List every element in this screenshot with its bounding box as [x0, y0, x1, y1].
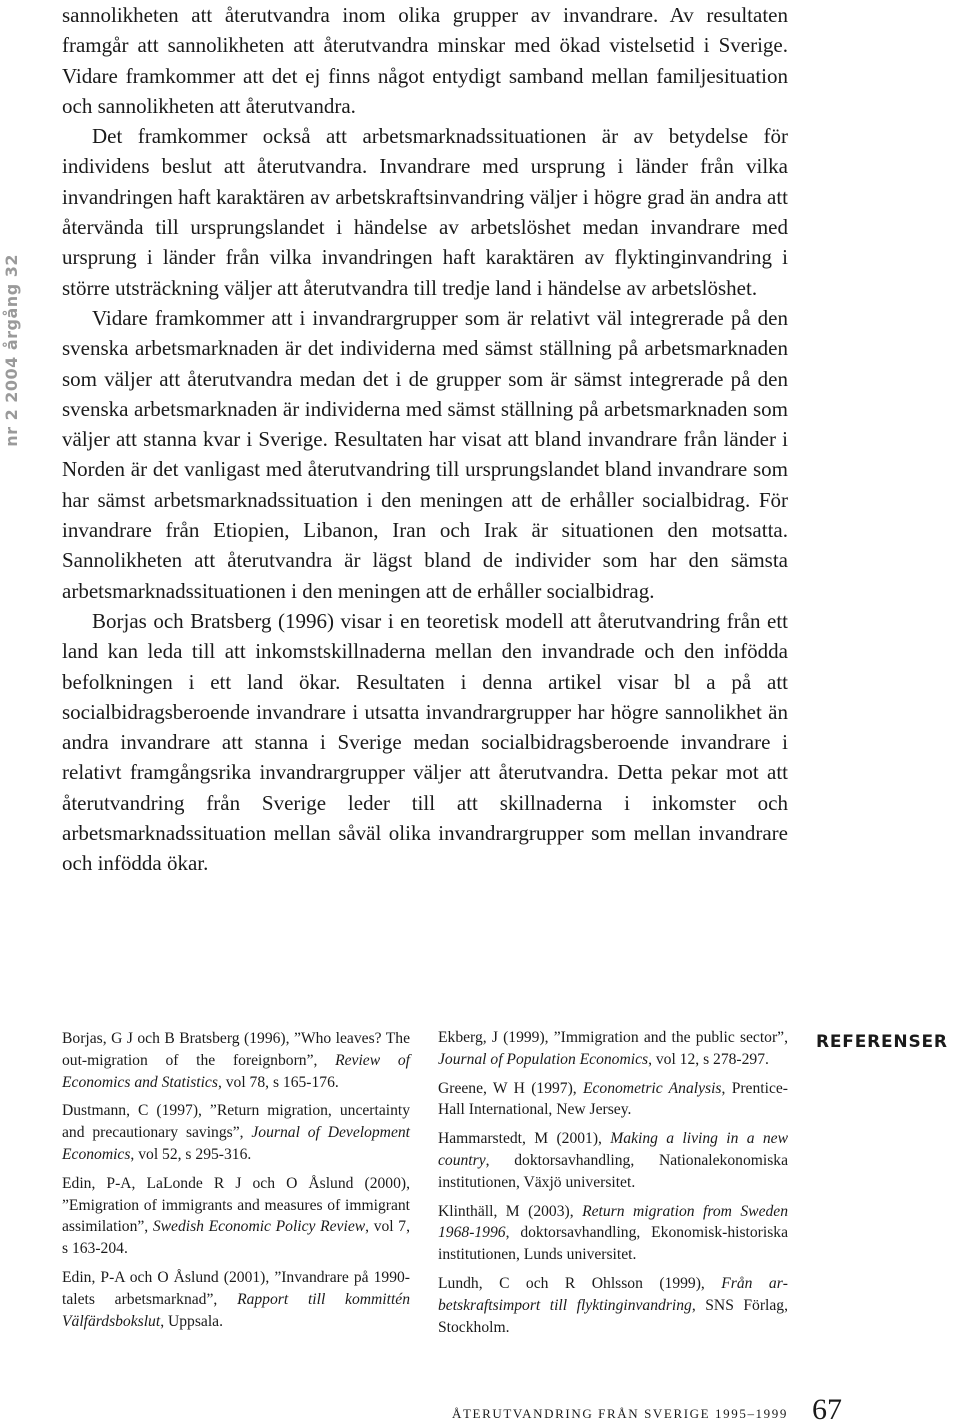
- reference-entry: Hammarstedt, M (2001), Making a living in a new country, doktorsavhandling, Nationalekonomiska institutionen, Växjö universitet.: [438, 1130, 788, 1191]
- article-body: [62, 0, 788, 879]
- paragraph: Vidare framkommer att i invandrargrupper som är relativt väl integrerade på den svenska arbetsmarknaden är det individerna med sämst ställning på arbetsmarknaden som väljer att återutvandra medan det i de grupper som är sämst integrerade på den svenska arbetsmarknaden är individerna med sämst ställning på arbetsmarknaden som väljer att stanna kvar i Sverige. Resultaten har visat att bland invandrare från länder i Norden är det vanligast med återutvandring till ursprungslandet bland invandrare som har sämst arbetsmarknadssituation i den meningen att de erhåller socialbidrag. För invandrare från Etiopien, Libanon, Iran och Irak är situationen den motsatta. Sannolikheten att återutvandra är lägst bland de individer som har den sämsta arbetsmarknadssituationen i den meningen att de erhåller socialbidrag.: [62, 305, 788, 603]
- reference-entry: Borjas, G J och B Bratsberg (1996), ”Who leaves? The out-migration of the foreignborn”, Review of Economics and Statistics, vol 78, s 165-176.: [62, 1030, 410, 1091]
- references-heading: REFERENSER: [816, 1032, 948, 1052]
- running-title: ÅTERUTVANDRING FRÅN SVERIGE 1995–1999: [452, 1406, 788, 1421]
- reference-entry: Dustmann, C (1997), ”Return migration, uncertainty and precautionary savings”, Journal of Development Economics, vol 52, s 295-316.: [62, 1102, 410, 1163]
- references-left-column: [62, 1028, 410, 1339]
- reference-entry: Lundh, C och R Ohlsson (1999), Från arbetskraftsimport till flyktinginvandring, SNS Förlag, Stockholm.: [438, 1274, 788, 1336]
- paragraph: Det framkommer också att arbetsmarknadssituationen är av betydelse för individens beslut att återutvandra. Invandrare med ursprung i länder från vilka invandringen haft karaktären av arbetskraftsinvandring väljer i högre grad än andra att återvända till ursprungslandet i händelse av arbetslöshet medan invandrare med ursprung i länder från vilka invandringen haft karaktären av flyktinginvandring i större utsträckning väljer att återutvandra till tredje land i händelse av arbetslöshet.: [62, 124, 788, 300]
- paragraph: sannolikheten att återutvandra inom olika grupper av invandrare. Av resultaten framgår att sannolikheten att återutvandra minskar med ökad vistelsetid i Sverige. Vidare framkommer att det ej finns något entydigt samband mellan familjesituation och sannolikheten att återutvandra.: [62, 3, 788, 118]
- reference-entry: Greene, W H (1997), Econometric Analysis, Prentice-Hall International, New Jersey.: [438, 1079, 788, 1119]
- reference-entry: Edin, P-A och O Åslund (2001), ”Invandrare på 1990-talets arbetsmarknad”, Rapport till kommittén Välfärdsbokslut, Uppsala.: [62, 1268, 410, 1330]
- reference-entry: Edin, P-A, LaLonde R J och O Åslund (2000), ”Emigration of immigrants and measures of immigrant assimilation”, Swedish Economic Policy Review, vol 7, s 163-204.: [62, 1174, 410, 1258]
- paragraph: Borjas och Bratsberg (1996) visar i en teoretisk modell att återutvandring från ett land kan leda till att inkomstskillnaderna mellan den invandrade och den infödda befolkningen i ett land ökar. Resultaten i denna artikel visar bl a på att socialbidragsberoende invandrare i utsatta invandrargrupper har högre sannolikhet än andra invandrare att stanna i Sverige medan socialbidragsberoende invandrare i relativt framgångsrika invandrargrupper väljer att återutvandra. Detta pekar mot att återutvandring från Sverige leder till att skillnaderna i inkomster och arbetsmarknadssituation mellan såväl olika invandrargrupper som mellan invandrare och infödda ökar.: [62, 608, 788, 876]
- reference-entry: Klinthäll, M (2003), Return migration from Sweden 1968-1996, doktorsavhandling, Ekonomisk-historiska institutionen, Lunds universitet.: [438, 1202, 789, 1264]
- page-number: 67: [812, 1393, 842, 1426]
- references-right-column: [438, 1027, 788, 1345]
- reference-entry: Ekberg, J (1999), ”Immigration and the public sector”, Journal of Population Economics, vol 12, s 278-297.: [438, 1029, 788, 1068]
- journal-issue-label: nr 2 2004 årgång 32: [2, 254, 21, 447]
